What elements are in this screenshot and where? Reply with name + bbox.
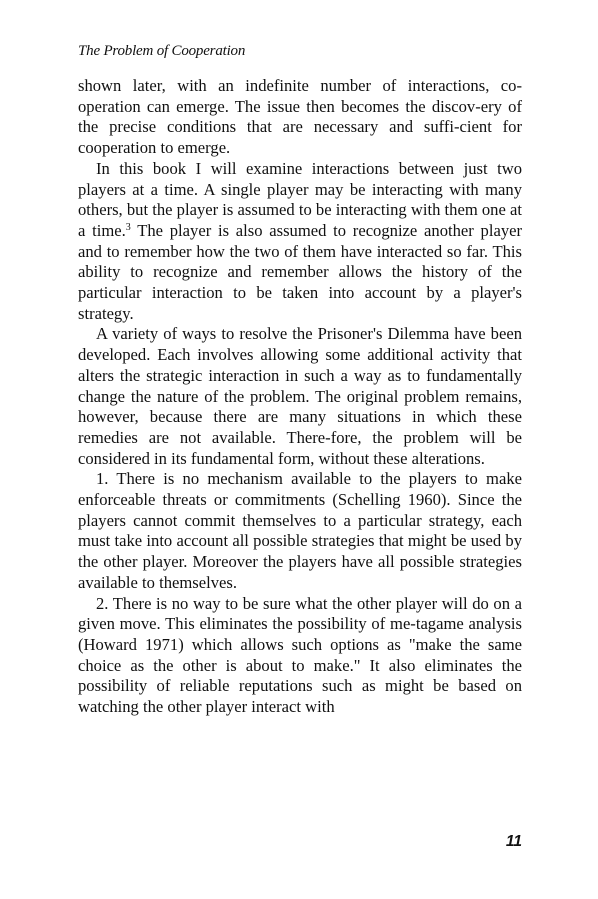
page-number: 11 bbox=[505, 833, 522, 850]
paragraph-4-numbered-condition-1: 1. There is no mechanism available to the players to make enforceable threats or commitments (Schelling 1960). Since the players cannot commit themselves to a particular strategy, each must take into account all possible strategies that might be used by the other player. Moreover the players have all possible strategies available to themselves. bbox=[78, 469, 522, 592]
paragraph-2-text-before: In this book I will examine interactions between just two players at a time. A single player may be interacting with many others, but the player is assumed to be interacting with them one at a time. bbox=[78, 158, 522, 240]
paragraph-1: shown later, with an indefinite number of interactions, co-operation can emerge. The issue then becomes the discov-ery of the precise conditions that are necessary and suffi-cient for cooperation to emerge. bbox=[78, 76, 522, 158]
running-head: The Problem of Cooperation bbox=[78, 43, 246, 59]
paragraph-2 bbox=[78, 159, 522, 325]
paragraph-3: A variety of ways to resolve the Prisoner's Dilemma have been developed. Each involves allowing some additional activity that alters the strategic interaction in such a way as to fundamentally change the nature of the problem. The original problem remains, however, because there are many situations in which these remedies are not available. There-fore, the problem will be considered in its fundamental form, without these alterations. bbox=[78, 324, 522, 468]
footnote-marker[interactable]: 3 bbox=[125, 221, 131, 233]
book-page bbox=[78, 0, 522, 899]
paragraph-2-text-after: The player is also assumed to recognize another player and to remember how the two of them have interacted so far. This ability to recognize and remember allows the history of the particular interaction to be taken into account by a player's strategy. bbox=[78, 220, 523, 323]
body-text bbox=[78, 76, 522, 718]
paragraph-5-numbered-condition-2: 2. There is no way to be sure what the other player will do on a given move. This eliminates the possibility of me-tagame analysis (Howard 1971) which allows such options as "make the same choice as the other is about to make." It also eliminates the possibility of reliable reputations such as might be based on watching the other player interact with bbox=[78, 593, 522, 717]
